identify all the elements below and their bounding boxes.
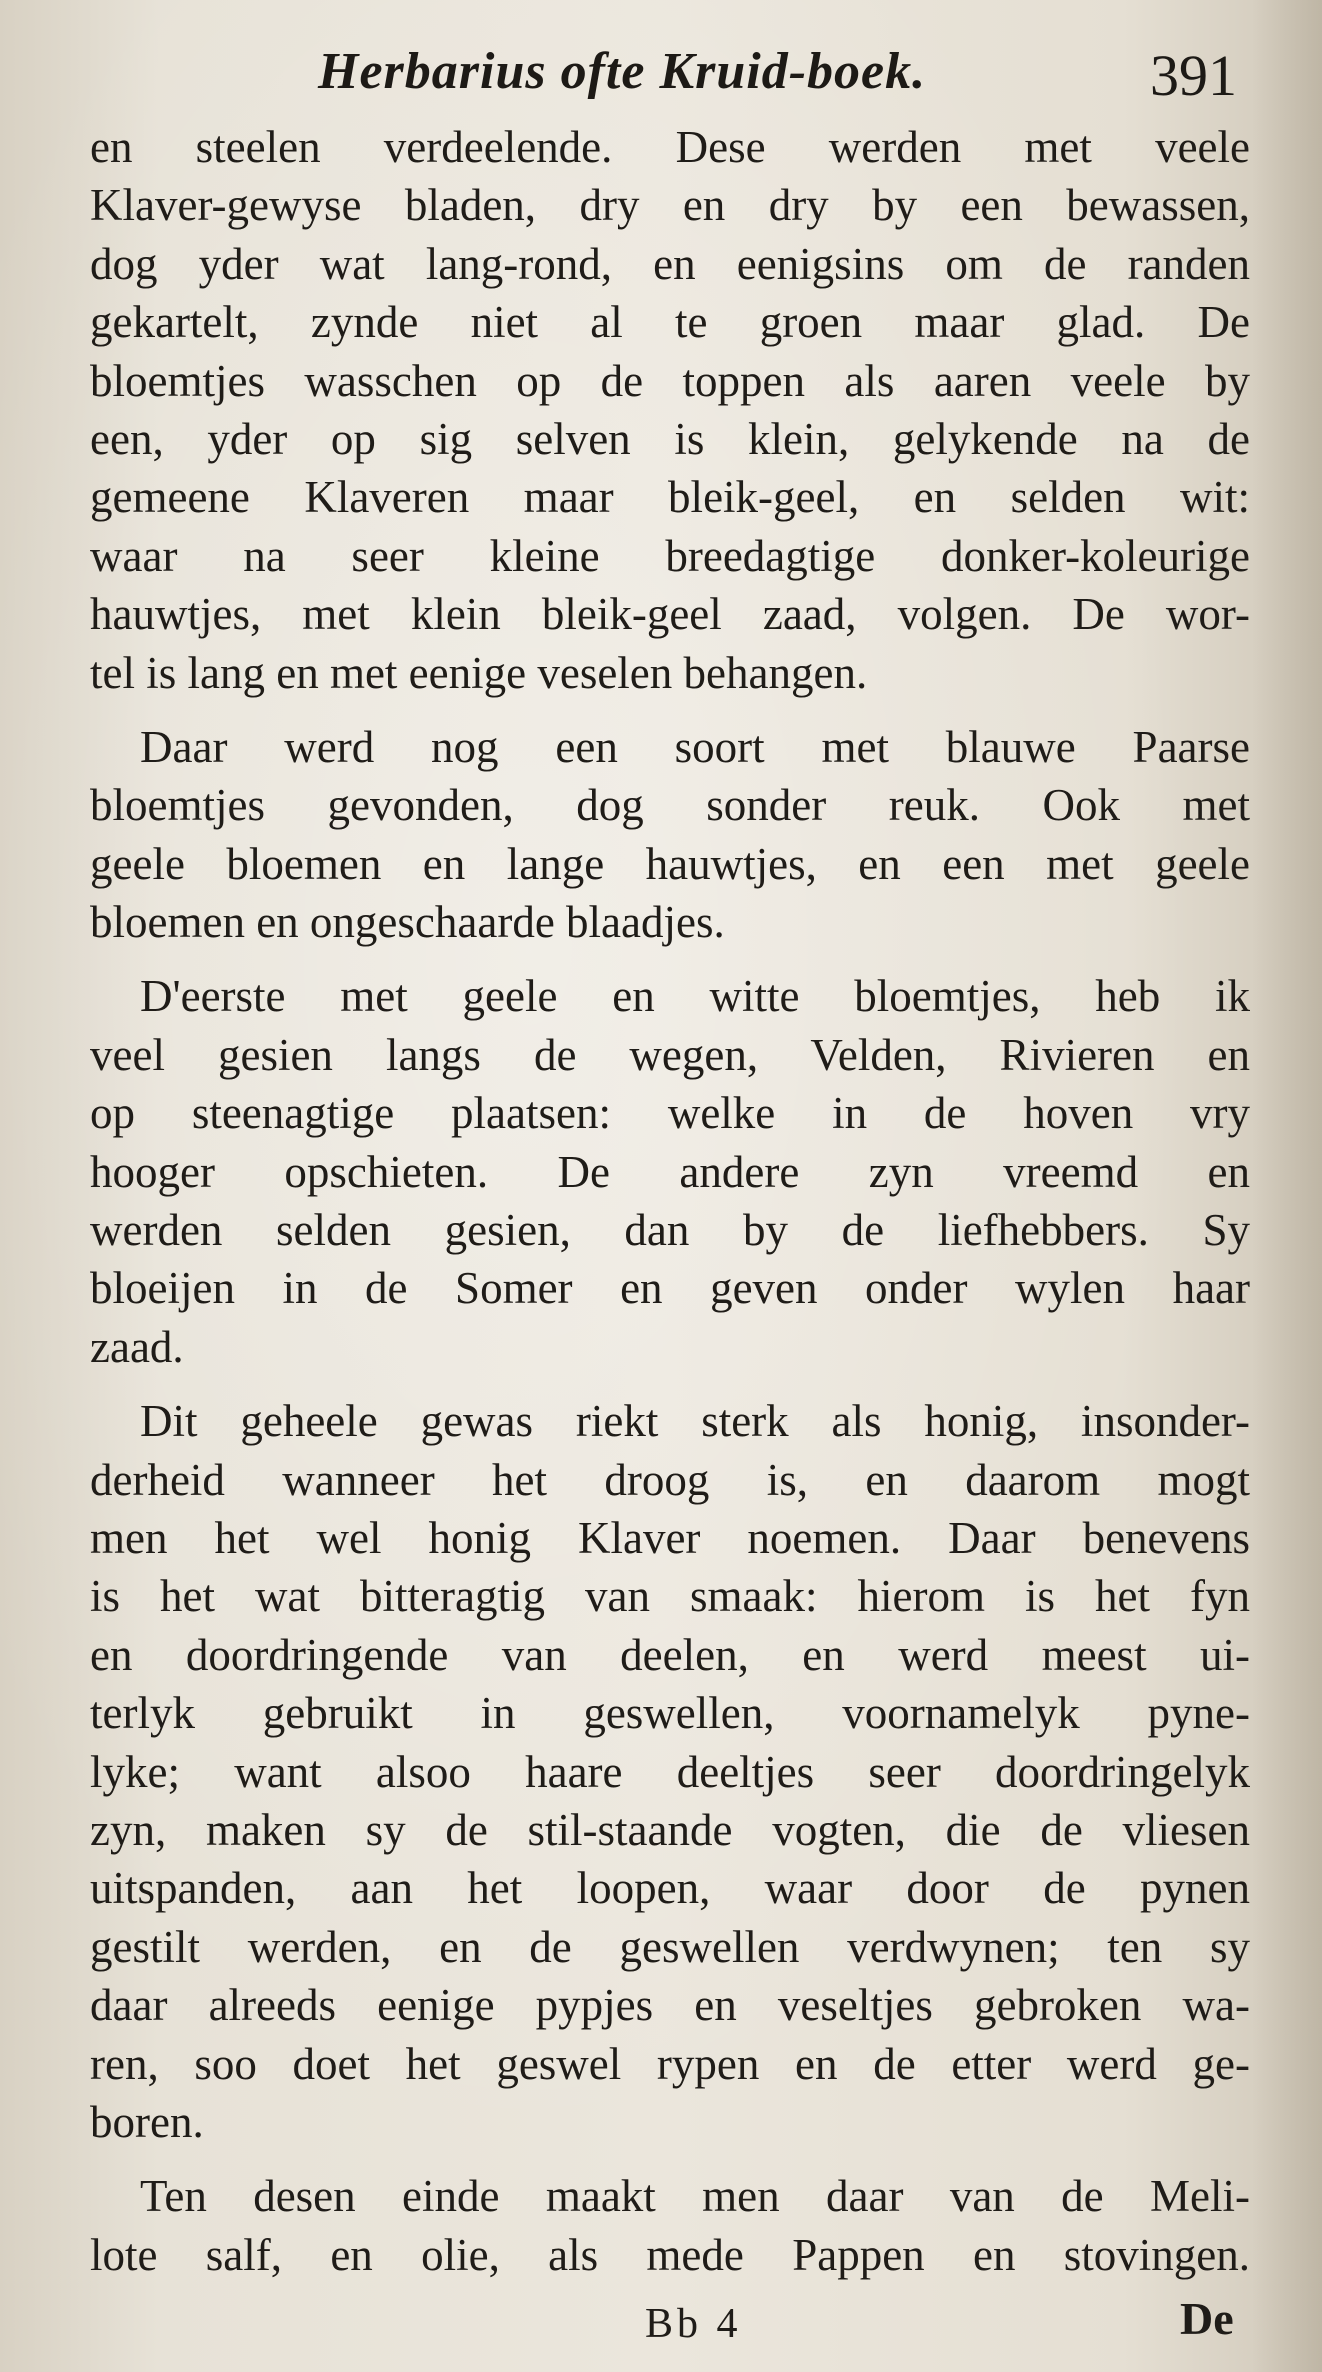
paragraph-1: [90, 118, 1250, 702]
running-head: [0, 28, 1322, 118]
text-line: ren, soo doet het geswel rypen en de etter werd ge-: [90, 2038, 1250, 2089]
text-line: tel is lang en met eenige veselen behangen.: [90, 647, 868, 698]
text-line: bloemtjes wasschen op de toppen als aaren veele by: [90, 355, 1250, 406]
page-edge-shadow: [1252, 0, 1322, 2372]
text-line: is het wat bitteragtig van smaak: hierom is het fyn: [90, 1571, 1250, 1622]
text-line: boren.: [90, 2096, 204, 2147]
paragraph-5: [90, 2167, 1250, 2284]
text-line: D'eerste met geele en witte bloemtjes, heb ik: [140, 971, 1250, 1022]
text-line: zyn, maken sy de stil-staande vogten, die de vliesen: [90, 1804, 1250, 1855]
page-footer: [0, 2293, 1322, 2360]
text-line: men het wel honig Klaver noemen. Daar benevens: [90, 1512, 1250, 1563]
text-line: derheid wanneer het droog is, en daarom mogt: [90, 1454, 1250, 1505]
text-line: lyke; want alsoo haare deeltjes seer doordringelyk: [90, 1746, 1250, 1797]
text-line: gestilt werden, en de geswellen verdwynen; ten sy: [90, 1921, 1250, 1972]
text-line: op steenagtige plaatsen: welke in de hoven vry: [90, 1088, 1250, 1139]
text-line: daar alreeds eenige pypjes en veseltjes gebroken wa-: [90, 1980, 1250, 2031]
text-line: dog yder wat lang-rond, en eenigsins om de randen: [90, 238, 1250, 289]
text-line: terlyk gebruikt in geswellen, voornamelyk pyne-: [90, 1688, 1250, 1739]
text-line: hooger opschieten. De andere zyn vreemd en: [90, 1146, 1250, 1197]
text-line: hauwtjes, met klein bleik-geel zaad, volgen. De wor-: [90, 589, 1250, 640]
text-line: zaad.: [90, 1321, 184, 1372]
text-line: bloeijen in de Somer en geven onder wylen haar: [90, 1263, 1250, 1314]
running-head-title: Herbarius ofte Kruid-boek.: [318, 43, 927, 100]
text-line: geele bloemen en lange hauwtjes, en een met geele: [90, 838, 1250, 889]
text-line: gekartelt, zynde niet al te groen maar glad. De: [90, 297, 1250, 348]
text-line: Dit geheele gewas riekt sterk als honig, insonder-: [140, 1396, 1250, 1447]
text-line: Ten desen einde maakt men daar van de Meli-: [140, 2171, 1250, 2222]
signature-mark: Bb 4: [645, 2301, 742, 2347]
paragraph-3: [90, 967, 1250, 1376]
catchword: De: [1180, 2293, 1234, 2344]
text-line: gemeene Klaveren maar bleik-geel, en selden wit:: [90, 472, 1250, 523]
paragraph-4: [90, 1392, 1250, 2151]
text-line: en doordringende van deelen, en werd meest ui-: [90, 1629, 1250, 1680]
text-line: uitspanden, aan het loopen, waar door de pynen: [90, 1863, 1250, 1914]
text-line: Klaver-gewyse bladen, dry en dry by een bewassen,: [90, 180, 1250, 231]
text-line: waar na seer kleine breedagtige donker-koleurige: [90, 530, 1250, 581]
text-line: bloemtjes gevonden, dog sonder reuk. Ook met: [90, 780, 1250, 831]
body-text: [90, 118, 1250, 2300]
text-line: Daar werd nog een soort met blauwe Paarse: [140, 721, 1250, 772]
text-line: werden selden gesien, dan by de liefhebbers. Sy: [90, 1205, 1250, 1256]
paragraph-2: [90, 718, 1250, 952]
page-number: 391: [1150, 43, 1237, 108]
text-line: een, yder op sig selven is klein, gelykende na de: [90, 413, 1250, 464]
text-line: en steelen verdeelende. Dese werden met veele: [90, 122, 1250, 172]
text-line: lote salf, en olie, als mede Pappen en stovingen.: [90, 2229, 1250, 2280]
text-line: veel gesien langs de wegen, Velden, Rivieren en: [90, 1029, 1250, 1080]
text-line: bloemen en ongeschaarde blaadjes.: [90, 897, 725, 948]
